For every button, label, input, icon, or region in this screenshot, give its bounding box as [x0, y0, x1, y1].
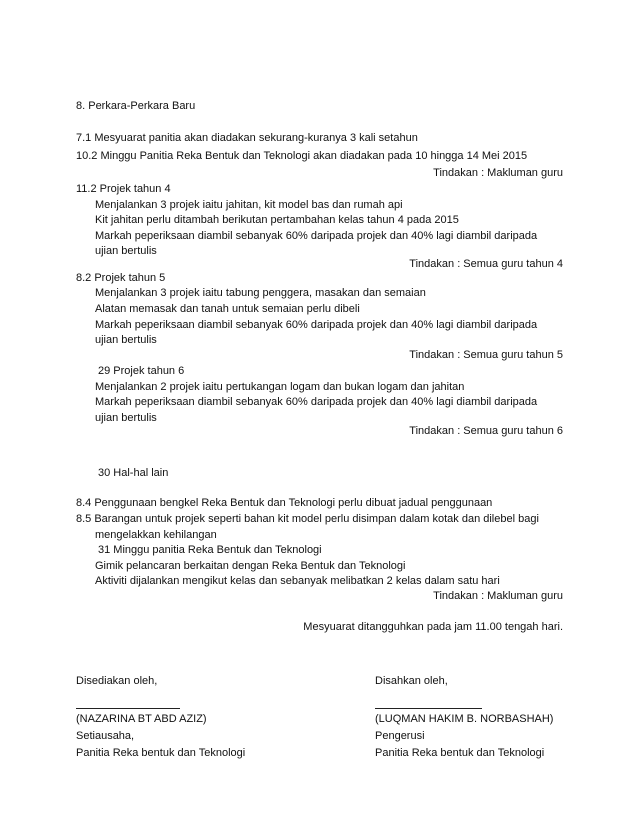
- action-p5: Tindakan : Semua guru tahun 5: [409, 349, 563, 361]
- secretary-role: Setiausaha,: [76, 730, 135, 742]
- item-11-2: 11.2 Projek tahun 4: [76, 183, 171, 195]
- prepared-by-label: Disediakan oleh,: [76, 675, 158, 687]
- item-10-2: 10.2 Minggu Panitia Reka Bentuk dan Teknologi akan diadakan pada 10 hingga 14 Mei 2015: [76, 150, 528, 162]
- action-p6: Tindakan : Semua guru tahun 6: [409, 425, 563, 437]
- p6-line-2: Markah peperiksaan diambil sebanyak 60% daripada projek dan 40% lagi diambil daripada: [95, 396, 538, 408]
- item-8-5-b: mengelakkan kehilangan: [95, 529, 217, 541]
- item-29: 29 Projek tahun 6: [98, 365, 185, 377]
- closing-statement: Mesyuarat ditangguhkan pada jam 11.00 tengah hari.: [303, 621, 563, 633]
- m31-line-2: Aktiviti dijalankan mengikut kelas dan sebanyak melibatkan 2 kelas dalam satu hari: [95, 575, 500, 587]
- chairman-role: Pengerusi: [375, 730, 425, 742]
- approved-by-label: Disahkan oleh,: [375, 675, 448, 687]
- p5-line-3: Markah peperiksaan diambil sebanyak 60% daripada projek dan 40% lagi diambil daripada: [95, 319, 538, 331]
- item-30: 30 Hal-hal lain: [98, 467, 169, 479]
- p5-line-2: Alatan memasak dan tanah untuk semaian perlu dibeli: [95, 303, 360, 315]
- action-31: Tindakan : Makluman guru: [433, 590, 563, 602]
- item-7-1: 7.1 Mesyuarat panitia akan diadakan sekurang-kuranya 3 kali setahun: [76, 132, 418, 144]
- item-8-4: 8.4 Penggunaan bengkel Reka Bentuk dan Teknologi perlu dibuat jadual penggunaan: [76, 497, 493, 509]
- action-10-2: Tindakan : Makluman guru: [433, 167, 563, 179]
- item-8-2: 8.2 Projek tahun 5: [76, 272, 166, 284]
- p4-line-2: Kit jahitan perlu ditambah berikutan pertambahan kelas tahun 4 pada 2015: [95, 214, 459, 226]
- signature-line-left: [76, 708, 180, 709]
- p4-line-3: Markah peperiksaan diambil sebanyak 60% daripada projek dan 40% lagi diambil daripada: [95, 230, 538, 242]
- p4-line-1: Menjalankan 3 projek iaitu jahitan, kit model bas dan rumah api: [95, 199, 403, 211]
- secretary-name: (NAZARINA BT ABD AZIZ): [76, 713, 207, 725]
- item-8-5-a: 8.5 Barangan untuk projek seperti bahan kit model perlu disimpan dalam kotak dan dilebel bagi: [76, 513, 539, 525]
- signature-line-right: [375, 708, 482, 709]
- action-p4: Tindakan : Semua guru tahun 4: [409, 258, 563, 270]
- item-31: 31 Minggu panitia Reka Bentuk dan Teknologi: [98, 544, 322, 556]
- p6-line-1: Menjalankan 2 projek iaitu pertukangan logam dan bukan logam dan jahitan: [95, 381, 465, 393]
- p4-line-4: ujian bertulis: [95, 245, 157, 257]
- p6-line-3: ujian bertulis: [95, 412, 157, 424]
- section-heading: 8. Perkara-Perkara Baru: [76, 100, 196, 112]
- p5-line-4: ujian bertulis: [95, 334, 157, 346]
- m31-line-1: Gimik pelancaran berkaitan dengan Reka Bentuk dan Teknologi: [95, 560, 406, 572]
- secretary-unit: Panitia Reka bentuk dan Teknologi: [76, 747, 246, 759]
- chairman-unit: Panitia Reka bentuk dan Teknologi: [375, 747, 545, 759]
- chairman-name: (LUQMAN HAKIM B. NORBASHAH): [375, 713, 554, 725]
- p5-line-1: Menjalankan 3 projek iaitu tabung penggera, masakan dan semaian: [95, 287, 426, 299]
